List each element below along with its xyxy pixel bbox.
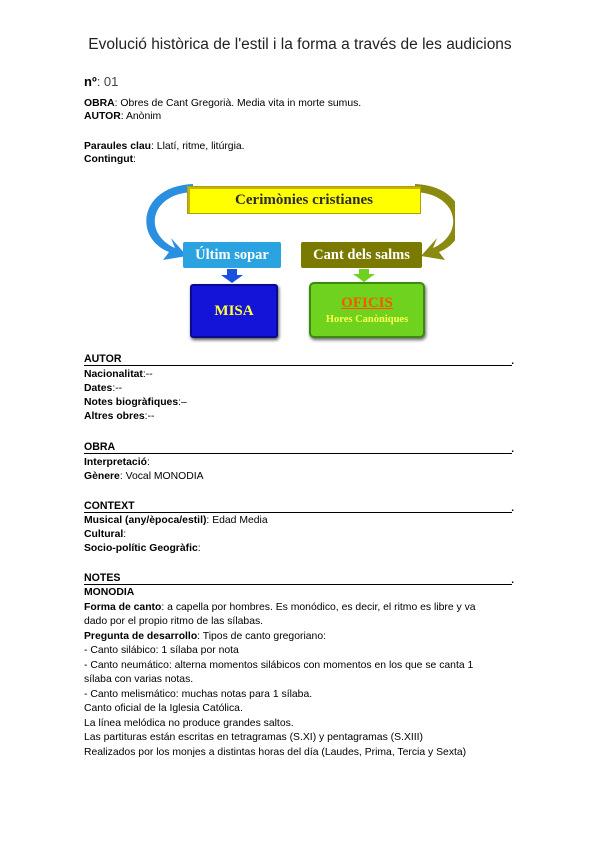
- obra-heading-text: OBRA: [84, 441, 116, 453]
- notes-heading-text: NOTES: [84, 572, 121, 584]
- nacionalitat-label: Nacionalitat: [84, 369, 143, 380]
- misa-box: MISA: [190, 284, 278, 338]
- context-section-heading: [84, 500, 512, 513]
- altres-obres-value: :--: [144, 411, 155, 422]
- notes-line-2: - Canto neumático: alterna momentos silábicos con momentos en los que se canta 1: [84, 660, 474, 671]
- notes-line-4: - Canto melismático: muchas notas para 1 sílaba.: [84, 689, 313, 700]
- socio-label: Socio-polític Geogràfic: [84, 543, 198, 554]
- oficis-box: [309, 282, 425, 338]
- notes-line-3: sílaba con varias notas.: [84, 674, 194, 685]
- genere-line: [84, 470, 204, 483]
- notes-bio-line: [84, 396, 187, 409]
- genere-value: : Vocal MONODIA: [119, 471, 204, 482]
- autor-value: : Anònim: [120, 111, 162, 122]
- oficis-sublabel: Hores Canòniques: [325, 314, 409, 325]
- notes-bio-value: :–: [178, 397, 187, 408]
- section-end-mark: .: [511, 503, 514, 514]
- cant-salms-box: Cant dels salms: [301, 242, 422, 268]
- genere-label: Gènere: [84, 471, 120, 482]
- notes-line-1: - Canto silábico: 1 sílaba por nota: [84, 645, 239, 656]
- paraules-line: [84, 140, 245, 153]
- forma-value: : a capella por hombres. Es monódico, es decir, el ritmo es libre y va: [161, 602, 476, 613]
- obra-value: : Obres de Cant Gregorià. Media vita in morte sumus.: [114, 98, 362, 109]
- musical-line: [84, 514, 268, 527]
- notes-bio-label: Notes biogràfiques: [84, 397, 179, 408]
- cultural-value: :: [123, 529, 127, 540]
- notes-line-5: Canto oficial de la Iglesia Católica.: [84, 703, 243, 714]
- autor-line: [84, 110, 161, 123]
- contingut-label: Contingut: [84, 154, 134, 165]
- musical-value: : Edad Media: [206, 515, 268, 526]
- notes-line-8: Realizados por los monjes a distintas horas del día (Laudes, Prima, Tercia y Sexta): [84, 747, 467, 758]
- monodia-text: MONODIA: [84, 587, 135, 598]
- forma-cont-line: dado por el propio ritmo de las sílabas.: [84, 616, 264, 627]
- pregunta-line: [84, 630, 326, 643]
- autor-label: AUTOR: [84, 111, 121, 122]
- section-end-mark: .: [511, 444, 514, 455]
- altres-obres-label: Altres obres: [84, 411, 145, 422]
- section-end-mark: .: [511, 575, 514, 586]
- nacionalitat-value: :--: [142, 369, 153, 380]
- misa-down-arrow: [221, 269, 243, 283]
- interpretacio-label: Interpretació: [84, 457, 147, 468]
- pregunta-label: Pregunta de desarrollo: [84, 631, 198, 642]
- cultural-line: [84, 528, 126, 541]
- dates-label: Dates: [84, 383, 113, 394]
- number-value: : 01: [96, 74, 119, 89]
- paraules-value: : Llatí, ritme, litúrgia.: [151, 141, 245, 152]
- socio-value: :: [197, 543, 201, 554]
- cultural-label: Cultural: [84, 529, 124, 540]
- number-label: nº: [84, 74, 97, 89]
- obra-section-heading: [84, 441, 512, 454]
- pregunta-value: : Tipos de canto gregoriano:: [197, 631, 326, 642]
- nacionalitat-line: [84, 368, 153, 381]
- ultim-sopar-box: Últim sopar: [183, 242, 281, 268]
- musical-label: Musical (any/època/estil): [84, 515, 207, 526]
- forma-line: [84, 601, 476, 614]
- cerimonies-box: Cerimònies cristianes: [187, 186, 421, 214]
- autor-section-heading: [84, 353, 512, 366]
- entry-number: [84, 74, 118, 89]
- oficis-label: OFICIS: [341, 295, 393, 311]
- notes-line-7: Las partituras están escritas en tetragramas (S.XI) y pentagramas (S.XIII): [84, 732, 423, 743]
- section-end-mark: .: [511, 356, 514, 367]
- context-heading-text: CONTEXT: [84, 500, 135, 512]
- dates-value: :--: [112, 383, 123, 394]
- obra-label: OBRA: [84, 98, 115, 109]
- dates-line: [84, 382, 122, 395]
- notes-line-6: La línea melódica no produce grandes saltos.: [84, 718, 294, 729]
- autor-heading-text: AUTOR: [84, 353, 122, 365]
- contingut-line: [84, 153, 136, 166]
- altres-obres-line: [84, 410, 154, 423]
- content-diagram: [145, 182, 455, 340]
- socio-line: [84, 542, 201, 555]
- obra-line: [84, 97, 361, 110]
- interpretacio-line: [84, 456, 150, 469]
- oficis-down-arrow: [353, 269, 375, 282]
- forma-label: Forma de canto: [84, 602, 162, 613]
- interpretacio-value: :: [146, 457, 150, 468]
- document-title: Evolució històrica de l'estil i la forma a través de les audicions: [88, 36, 512, 53]
- contingut-value: :: [133, 154, 136, 165]
- notes-section-heading: [84, 572, 512, 585]
- paraules-label: Paraules clau: [84, 141, 152, 152]
- monodia-line: [84, 586, 134, 599]
